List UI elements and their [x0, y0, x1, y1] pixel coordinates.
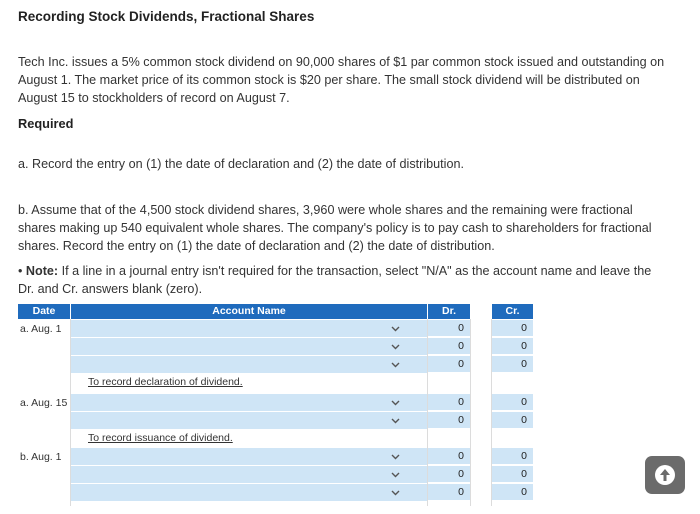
grid-line: [470, 319, 471, 506]
entry-memo: To record issuance of dividend.: [88, 432, 233, 444]
grid-line: [427, 319, 428, 506]
grid-line: [70, 319, 71, 506]
part-b-line: shares making up 540 equivalent whole shares. The company's policy is to pay cash to shareholders for fractional: [18, 221, 652, 235]
account-select[interactable]: [71, 448, 427, 466]
chevron-down-icon[interactable]: [391, 360, 400, 371]
header-date: Date: [18, 304, 70, 319]
credit-input[interactable]: 0: [492, 394, 533, 411]
intro-line: August 1. The market price of its common stock is $20 per share. The small stock dividend will be distributed on: [18, 73, 640, 87]
debit-input[interactable]: 0: [428, 356, 470, 373]
page-title: Recording Stock Dividends, Fractional Shares: [18, 9, 315, 24]
part-b-paragraph: [18, 201, 678, 255]
debit-input[interactable]: 0: [428, 484, 470, 501]
debit-input[interactable]: 0: [428, 338, 470, 355]
chevron-down-icon[interactable]: [391, 416, 400, 427]
entry-date: a. Aug. 15: [20, 397, 68, 409]
entry-date: b. Aug. 1: [20, 451, 62, 463]
credit-input[interactable]: 0: [492, 338, 533, 355]
chevron-down-icon[interactable]: [391, 470, 400, 481]
chevron-down-icon[interactable]: [391, 342, 400, 353]
header-cr: Cr.: [492, 304, 533, 319]
header-account: Account Name: [71, 304, 427, 319]
debit-input[interactable]: 0: [428, 448, 470, 465]
credit-input[interactable]: 0: [492, 320, 533, 337]
chevron-down-icon[interactable]: [391, 452, 400, 463]
note-paragraph: [18, 262, 678, 298]
account-select[interactable]: [71, 320, 427, 338]
part-a-text: a. Record the entry on (1) the date of declaration and (2) the date of distribution.: [18, 157, 464, 171]
note-text: Dr. and Cr. answers blank (zero).: [18, 282, 203, 296]
chevron-down-icon[interactable]: [391, 324, 400, 335]
note-text: If a line in a journal entry isn't required for the transaction, select "N/A" as the account name and leave the: [58, 264, 652, 278]
account-select[interactable]: [71, 356, 427, 374]
entry-date: a. Aug. 1: [20, 323, 62, 335]
credit-input[interactable]: 0: [492, 448, 533, 465]
account-select[interactable]: [71, 338, 427, 356]
debit-input[interactable]: 0: [428, 412, 470, 429]
note-bullet: •: [18, 264, 23, 278]
part-b-line: shares. Record the entry on (1) the date of declaration and (2) the date of distribution.: [18, 239, 495, 253]
account-select[interactable]: [71, 412, 427, 430]
note-label: Note:: [25, 264, 59, 278]
credit-input[interactable]: 0: [492, 484, 533, 501]
debit-input[interactable]: 0: [428, 466, 470, 483]
entry-memo: To record declaration of dividend.: [88, 376, 243, 388]
credit-input[interactable]: 0: [492, 356, 533, 373]
header-dr: Dr.: [428, 304, 470, 319]
account-select[interactable]: [71, 484, 427, 502]
intro-line: Tech Inc. issues a 5% common stock dividend on 90,000 shares of $1 par common stock issued and outstanding on: [18, 55, 665, 69]
part-b-line: b. Assume that of the 4,500 stock dividend shares, 3,960 were whole shares and the remaining were fractional: [18, 203, 633, 217]
account-select[interactable]: [71, 394, 427, 412]
grid-line: [491, 319, 492, 506]
account-select[interactable]: [71, 466, 427, 484]
credit-input[interactable]: 0: [492, 412, 533, 429]
intro-paragraph: [18, 53, 678, 107]
debit-input[interactable]: 0: [428, 394, 470, 411]
arrow-up-icon: [654, 464, 676, 486]
required-label: Required: [18, 116, 74, 131]
credit-input[interactable]: 0: [492, 466, 533, 483]
chevron-down-icon[interactable]: [391, 488, 400, 499]
chevron-down-icon[interactable]: [391, 398, 400, 409]
debit-input[interactable]: 0: [428, 320, 470, 337]
journal-table: [18, 304, 533, 514]
scroll-top-button[interactable]: [645, 456, 685, 494]
intro-line: August 15 to stockholders of record on August 7.: [18, 91, 290, 105]
